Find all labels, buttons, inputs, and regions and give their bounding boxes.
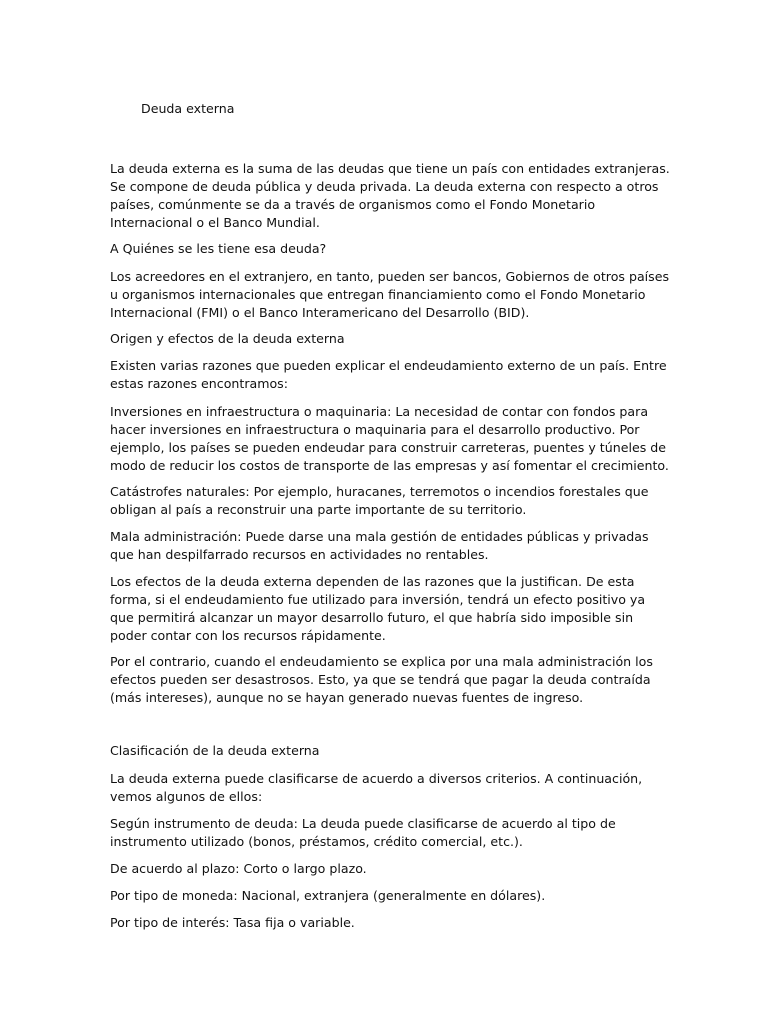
paragraph-definition: La deuda externa es la suma de las deudas que tiene un país con entidades extranjeras. Se compone de deuda pública y deuda privada. La deuda externa con respecto a otros países, comúnmente se da a través de organismos como el Fondo Monetario Internacional o el Banco Mundial. bbox=[110, 161, 670, 230]
paragraph-bad-administration: Mala administración: Puede darse una mala gestión de entidades públicas y privadas que han despilfarrado recursos en actividades no rentables. bbox=[110, 529, 649, 562]
paragraph-effects: Los efectos de la deuda externa dependen de las razones que la justifican. De esta forma, si el endeudamiento fue utilizado para inversión, tendrá un efecto positivo ya que permitirá alcanzar un mayor desarrollo futuro, el que habría sido imposible sin poder contar con los recursos rápidamente. bbox=[110, 574, 646, 643]
list-item-instrument: Según instrumento de deuda: La deuda puede clasificarse de acuerdo al tipo de instrumento utilizado (bonos, préstamos, crédito comercial, etc.). bbox=[110, 816, 616, 849]
paragraph-question: A Quiénes se les tiene esa deuda? bbox=[110, 241, 327, 256]
paragraph-creditors: Los acreedores en el extranjero, en tanto, pueden ser bancos, Gobiernos de otros países u organismos internacionales que entregan financiamiento como el Fondo Monetario Internacional (FMI) o el Banco Interamericano del Desarrollo (BID). bbox=[110, 269, 670, 320]
paragraph-investment: Inversiones en infraestructura o maquinaria: La necesidad de contar con fondos para hacer inversiones en infraestructura o maquinaria para el desarrollo productivo. Por ejemplo, los países se pueden endeudar para construir carreteras, puentes y túneles de modo de reducir los costos de transporte de las empresas y así fomentar el crecimiento. bbox=[110, 404, 669, 473]
paragraph-catastrophes: Catástrofes naturales: Por ejemplo, huracanes, terremotos o incendios forestales que obligan al país a reconstruir una parte importante de su territorio. bbox=[110, 484, 649, 517]
list-item-term: De acuerdo al plazo: Corto o largo plazo. bbox=[110, 861, 367, 876]
document-title: Deuda externa bbox=[141, 101, 235, 116]
section-heading-origin: Origen y efectos de la deuda externa bbox=[110, 331, 345, 346]
section-heading-classification: Clasificación de la deuda externa bbox=[110, 743, 320, 758]
paragraph-contrary: Por el contrario, cuando el endeudamiento se explica por una mala administración los efectos pueden ser desastrosos. Esto, ya que se tendrá que pagar la deuda contraída (más intereses), aunque no se hayan generado nuevas fuentes de ingreso. bbox=[110, 654, 653, 705]
list-item-currency: Por tipo de moneda: Nacional, extranjera (generalmente en dólares). bbox=[110, 888, 546, 903]
paragraph-classification-intro: La deuda externa puede clasificarse de acuerdo a diversos criterios. A continuación, vemos algunos de ellos: bbox=[110, 771, 643, 804]
paragraph-reasons-intro: Existen varias razones que pueden explicar el endeudamiento externo de un país. Entre estas razones encontramos: bbox=[110, 358, 667, 391]
list-item-interest: Por tipo de interés: Tasa fija o variable. bbox=[110, 915, 355, 930]
